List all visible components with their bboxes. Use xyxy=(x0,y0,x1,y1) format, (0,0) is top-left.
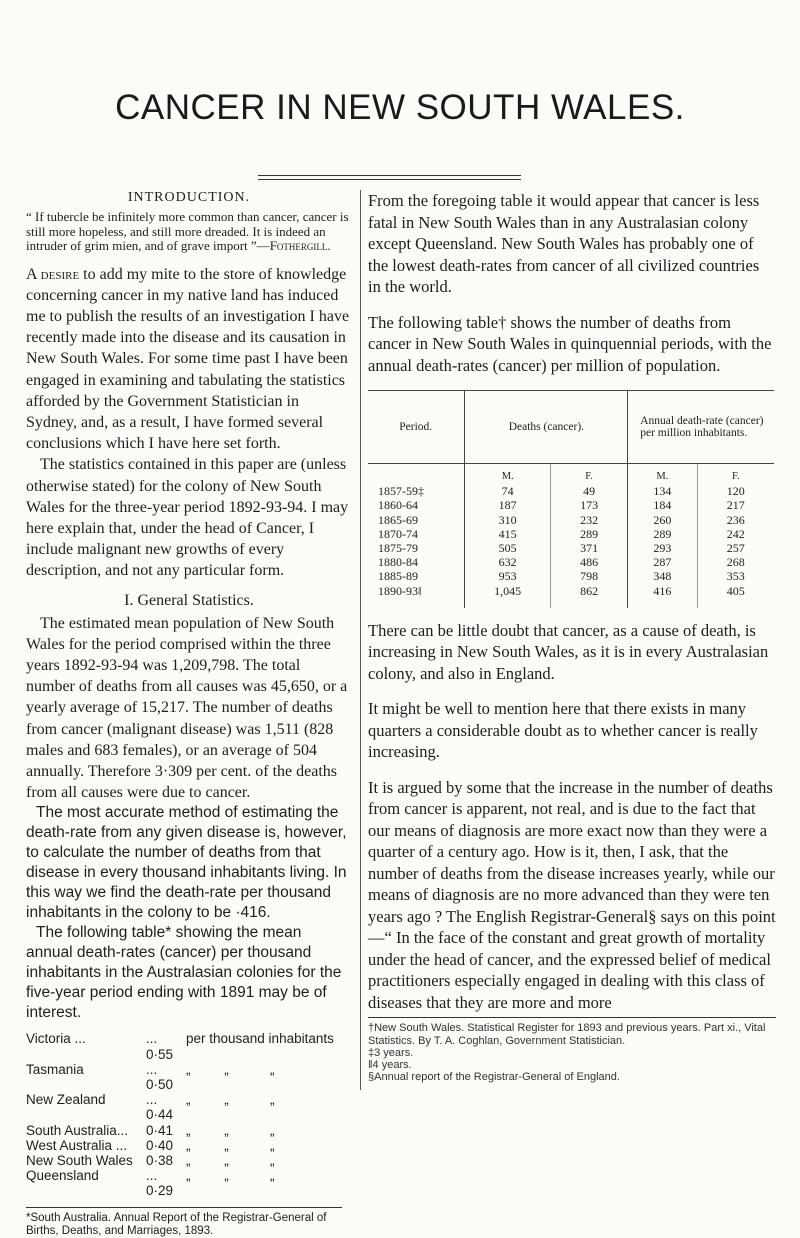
value-cell: 415 xyxy=(465,527,550,541)
value-cell: 505 xyxy=(465,541,550,555)
rate-colony: New South Wales xyxy=(26,1153,133,1168)
rate-colony: South Australia... xyxy=(26,1122,129,1138)
period-cell: 1880-84 xyxy=(368,555,465,569)
sub-deaths-f: F. xyxy=(550,464,627,485)
rate-value: 0·40 xyxy=(146,1137,174,1153)
footnote-parallel: ‖4 years. xyxy=(368,1058,412,1071)
rate-value: ... 0·29 xyxy=(146,1168,174,1199)
rate-row xyxy=(26,1138,352,1153)
rate-row xyxy=(26,1092,352,1122)
rate-unit: per thousand inhabitants xyxy=(186,1031,334,1047)
rate-value: ... 0·44 xyxy=(146,1092,174,1123)
period-cell: 1890-93‖ xyxy=(368,584,465,608)
footnote-section: §Annual report of the Registrar-General of England. xyxy=(368,1071,620,1084)
value-cell: 74 xyxy=(465,484,550,498)
value-cell: 268 xyxy=(726,555,745,570)
value-cell: 293 xyxy=(628,541,697,555)
value-cell: 134 xyxy=(628,484,697,498)
rate-unit: „ „ „ xyxy=(186,1153,275,1168)
value-cell: 217 xyxy=(726,498,745,513)
period-cell: 1865-69 xyxy=(368,513,465,527)
epigraph-text: “ If tubercle be infinitely more common than cancer, cancer is still more hopeless, and still more dreaded. It is indeed an intruder of grim mien, and of grave import ”— xyxy=(26,209,349,253)
rate-row xyxy=(26,1168,352,1198)
value-cell: 416 xyxy=(628,584,697,608)
column-divider xyxy=(360,190,361,1090)
value-cell: 405 xyxy=(726,583,745,598)
rate-row xyxy=(26,1062,352,1092)
rate-row xyxy=(26,1123,352,1138)
table-header-row xyxy=(368,391,774,464)
paragraph-1-text: to add my mite to the store of knowledge concerning cancer in my native land has induced me to publish the results of an investigation I have recently made into the disease and its causation in New South Wales. For some time past I have been engaged in examining and tabulating the statistics afforded by the Government Statistician in Sydney, and, as a result, I have formed several conclusions which I have here set forth. xyxy=(26,265,350,453)
rate-unit: „ „ „ xyxy=(186,1137,275,1153)
value-cell: 371 xyxy=(550,541,627,555)
value-cell: 348 xyxy=(628,569,697,583)
rate-colony: Victoria ... xyxy=(26,1031,86,1047)
sub-rate-f: F. xyxy=(731,471,740,482)
value-cell: 187 xyxy=(465,498,550,512)
table-row xyxy=(368,584,774,608)
right-footnotes xyxy=(368,1017,776,1083)
period-cell: 1885-89 xyxy=(368,569,465,583)
rate-colony: Tasmania xyxy=(26,1061,84,1077)
value-cell: 289 xyxy=(550,527,627,541)
value-cell: 232 xyxy=(550,513,627,527)
value-cell: 353 xyxy=(726,569,745,584)
value-cell: 173 xyxy=(550,498,627,512)
epigraph xyxy=(26,210,352,254)
rate-value: 0·38 xyxy=(146,1153,174,1168)
sub-deaths-m: M. xyxy=(465,464,550,485)
value-cell: 184 xyxy=(628,498,697,512)
paragraph-3: The estimated mean population of New South Wales for the period comprised within the three years 1892-93-94 was 1,209,798. The total number of deaths from all causes was 45,650, or a yearly average of 15,217. The number of deaths from cancer (malignant disease) was 1,511 (828 males and 683 females), or an average of 504 annually. Therefore 3·309 per cent. of the deaths from all causes were due to cancer. xyxy=(26,614,348,802)
value-cell: 798 xyxy=(550,569,627,583)
rate-unit: „ „ „ xyxy=(186,1168,275,1184)
drop-lead: A desire xyxy=(26,265,80,283)
value-cell: 486 xyxy=(550,555,627,569)
rate-row xyxy=(26,1153,352,1168)
footnote-double-dagger: ‡3 years. xyxy=(368,1046,414,1059)
paragraph-5: The following table* showing the mean annual death-rates (cancer) per thousand inhabitants in the Australasian colonies for the five-year period ending with 1891 may be of interest. xyxy=(26,924,342,1022)
value-cell: 310 xyxy=(465,513,550,527)
table-cell xyxy=(368,464,465,485)
table-row xyxy=(368,498,774,512)
title-rule-double xyxy=(258,179,521,180)
right-paragraph-2: The following table† shows the number of deaths from cancer in New South Wales in quinquennial periods, with the annual death-rates (cancer) per million of population. xyxy=(368,312,772,375)
epigraph-author: Fothergill. xyxy=(269,238,331,253)
rate-colony: Queensland xyxy=(26,1168,99,1184)
table-row xyxy=(368,541,774,555)
table-row xyxy=(368,569,774,583)
period-cell: 1857-59‡ xyxy=(368,484,465,498)
rate-unit: „ „ „ xyxy=(186,1122,275,1138)
sub-rate-m: M. xyxy=(628,464,697,485)
col-header-period: Period. xyxy=(368,391,465,464)
period-cell: 1875-79 xyxy=(368,541,465,555)
rate-colony: West Australia ... xyxy=(26,1137,128,1153)
rate-value: 0·41 xyxy=(146,1122,174,1138)
value-cell: 862 xyxy=(550,584,627,608)
table-row xyxy=(368,484,774,498)
value-cell: 632 xyxy=(465,555,550,569)
value-cell: 242 xyxy=(726,526,745,541)
table-subheader-row xyxy=(368,464,774,485)
section-heading-general-statistics: I. General Statistics. xyxy=(124,591,254,609)
paragraph-1 xyxy=(26,264,352,455)
rate-colony: New Zealand xyxy=(26,1092,106,1108)
colony-rates-list xyxy=(26,1031,352,1198)
paragraph-2: The statistics contained in this paper are (unless otherwise stated) for the colony of New South Wales for the three-year period 1892-93-94. I may here explain that, under the head of Cancer, I include malignant new growths of every description, and not any particular form. xyxy=(26,456,349,580)
left-footnote: *South Australia. Annual Report of the Registrar-General of Births, Deaths, and Marriages, 1893. xyxy=(26,1207,342,1238)
paragraph-4: The most accurate method of estimating the death-rate from any given disease is, however, to calculate the number of deaths from that disease in every thousand inhabitants living. In this way we find the death-rate per thousand inhabitants in the colony to be ·416. xyxy=(26,804,347,922)
col-header-rate: Annual death-rate (cancer) per million inhabitants. xyxy=(628,391,774,464)
title-rule xyxy=(258,175,521,176)
value-cell: 236 xyxy=(726,512,745,527)
page-title: CANCER IN NEW SOUTH WALES. xyxy=(115,88,685,127)
table-row xyxy=(368,527,774,541)
left-column xyxy=(26,190,352,1238)
rate-value: ... 0·55 xyxy=(146,1031,174,1062)
footnote-dagger: †New South Wales. Statistical Register for 1893 and previous years. Part xi., Vital Statistics. By T. A. Coghlan, Government Statistician. xyxy=(368,1022,766,1047)
right-paragraph-4: It might be well to mention here that there exists in many quarters a considerable doubt as to whether cancer is really increasing. xyxy=(368,699,758,762)
rate-unit: „ „ „ xyxy=(186,1061,275,1077)
right-paragraph-1: From the foregoing table it would appear that cancer is less fatal in New South Wales than in any Australasian colony except Queensland. New South Wales has probably one of the lowest death-rates from cancer of all civilized countries in the world. xyxy=(368,191,760,296)
value-cell: 260 xyxy=(628,513,697,527)
table-row xyxy=(368,513,774,527)
rate-unit: „ „ „ xyxy=(186,1092,275,1108)
intro-heading: INTRODUCTION. xyxy=(127,190,251,205)
rate-row xyxy=(26,1031,352,1061)
value-cell: 287 xyxy=(628,555,697,569)
right-paragraph-5: It is argued by some that the increase in the number of deaths from cancer is apparent, not real, and is due to the fact that our means of diagnosis are more exact now than they were a quarter of a century ago. How is it, then, I ask, that the number of deaths from the disease increases yearly, while our means of diagnosis are no more advanced than they were ten years ago ? The English Registrar-General§ says on this point—“ In the face of the constant and great growth of mortality under the head of cancer, and the expressed belief of medical practitioners especially engaged in dealing with this class of diseases that they are more and more xyxy=(368,777,776,1012)
col-header-deaths: Deaths (cancer). xyxy=(465,391,628,464)
deaths-table xyxy=(368,390,774,608)
value-cell: 289 xyxy=(628,527,697,541)
value-cell: 257 xyxy=(726,541,745,556)
right-paragraph-3: There can be little doubt that cancer, as a cause of death, is increasing in New South Wales, as it is in every Australasian colony, and also in England. xyxy=(368,620,769,683)
period-cell: 1870-74 xyxy=(368,527,465,541)
value-cell: 120 xyxy=(726,484,745,499)
value-cell: 1,045 xyxy=(465,584,550,608)
value-cell: 49 xyxy=(550,484,627,498)
period-cell: 1860-64 xyxy=(368,498,465,512)
table-body xyxy=(368,484,774,608)
value-cell: 953 xyxy=(465,569,550,583)
table-row xyxy=(368,555,774,569)
right-column xyxy=(368,190,776,1083)
rate-value: ... 0·50 xyxy=(146,1061,174,1092)
